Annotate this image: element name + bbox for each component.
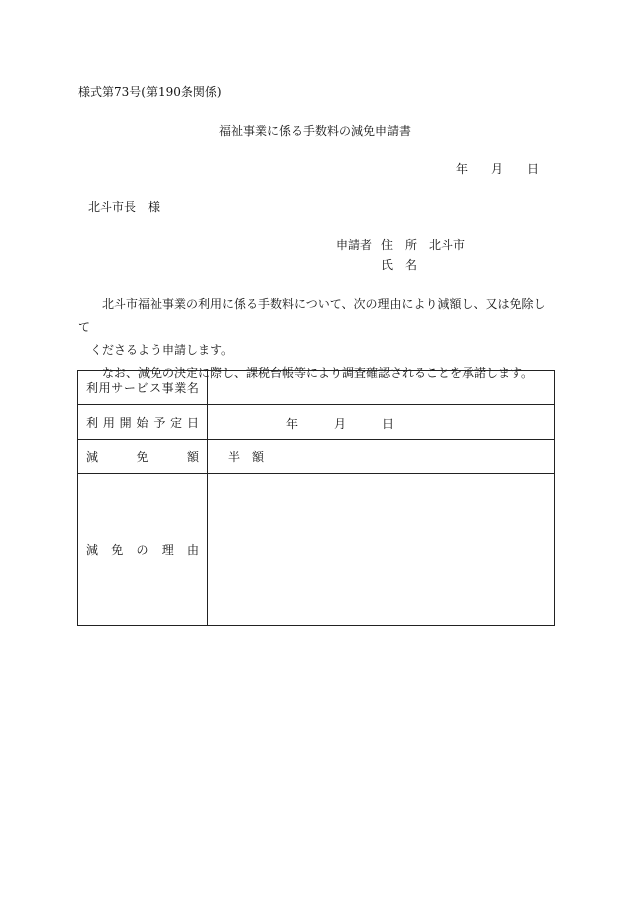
applicant-label: 申請者 xyxy=(336,238,373,252)
label-char: 業 xyxy=(174,381,187,395)
start-date-day: 日 xyxy=(382,417,395,431)
start-date-month: 月 xyxy=(334,417,347,431)
reduction-amount-label-text xyxy=(86,448,199,465)
label-char: 理 xyxy=(161,543,174,557)
date-month-label: 月 xyxy=(491,162,504,176)
label-char: 免 xyxy=(111,543,124,557)
start-date-year: 年 xyxy=(286,417,299,431)
service-name-label-text xyxy=(86,379,199,396)
date-day-label: 日 xyxy=(527,162,540,176)
address-label: 住 所 xyxy=(381,238,418,252)
addressee: 北斗市長 様 xyxy=(88,200,161,214)
table-row-reduction-amount xyxy=(78,440,555,474)
reduction-reason-label xyxy=(78,474,208,626)
service-name-label xyxy=(78,371,208,405)
label-char: 事 xyxy=(161,381,174,395)
label-char: 名 xyxy=(186,381,199,395)
table-row-service-name xyxy=(78,371,555,405)
reduction-reason-value[interactable] xyxy=(208,474,555,626)
date-year-label: 年 xyxy=(456,162,469,176)
label-char: 用 xyxy=(102,415,115,430)
body-para1-line2: くださるよう申請します。 xyxy=(90,343,234,357)
label-char: 日 xyxy=(186,415,199,430)
reduction-amount-value[interactable]: 半 額 xyxy=(208,440,555,474)
label-char: 減 xyxy=(86,450,99,464)
label-char: の xyxy=(136,543,149,557)
label-char: 額 xyxy=(186,450,199,464)
applicant-label-spacer xyxy=(336,255,381,275)
body-para2: なお、減免の決定に際し、課税台帳等により調査確認されることを承諾します。 xyxy=(102,366,534,380)
label-char: ビ xyxy=(136,381,149,395)
table-row-reduction-reason xyxy=(78,474,555,626)
start-date-label-text xyxy=(86,414,199,431)
table-row-start-date xyxy=(78,405,555,440)
label-char: サ xyxy=(111,381,124,395)
name-label: 氏 名 xyxy=(381,258,418,272)
label-char: 開 xyxy=(119,415,132,430)
reduction-amount-label xyxy=(78,440,208,474)
applicant-address-row xyxy=(336,235,465,255)
body-para1-line1: 北斗市福祉事業の利用に係る手数料について、次の理由により減額し、又は免除して xyxy=(78,297,546,334)
label-char: 利 xyxy=(86,415,99,430)
label-char: ス xyxy=(149,381,162,395)
application-table xyxy=(77,370,555,626)
reduction-reason-label-text xyxy=(86,541,199,558)
label-char: 始 xyxy=(136,415,149,430)
address-value: 北斗市 xyxy=(429,238,466,252)
start-date-value[interactable] xyxy=(208,405,555,440)
label-char: 予 xyxy=(153,415,166,430)
label-char: 由 xyxy=(186,543,199,557)
applicant-block xyxy=(336,235,465,275)
form-title: 福祉事業に係る手数料の減免申請書 xyxy=(218,124,411,138)
service-name-value[interactable] xyxy=(208,371,555,405)
label-char: ー xyxy=(123,381,136,395)
label-char: 定 xyxy=(170,415,183,430)
label-char: 減 xyxy=(86,543,99,557)
form-number: 様式第73号(第190条関係) xyxy=(78,85,222,99)
start-date-label xyxy=(78,405,208,440)
label-char: 用 xyxy=(98,381,111,395)
label-char: 免 xyxy=(136,450,149,464)
applicant-name-row xyxy=(336,255,465,275)
label-char: 利 xyxy=(86,381,99,395)
